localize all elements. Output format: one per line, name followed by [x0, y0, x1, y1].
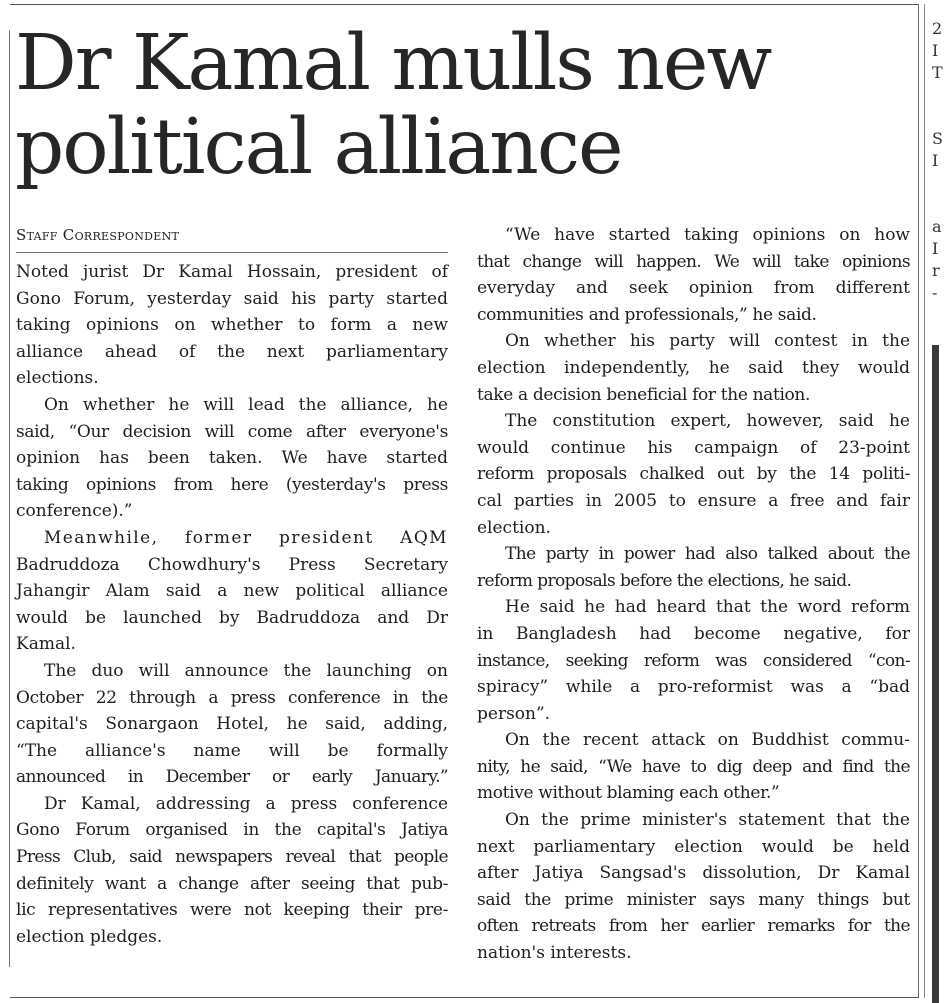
- text-line: that change will happen. We will take opinions: [477, 251, 910, 272]
- headline-line: Dr Kamal mulls new: [15, 19, 771, 108]
- text-line: “We have started taking opinions on how: [505, 225, 910, 245]
- text-line: elections.: [16, 368, 99, 389]
- text-line: opinion has been taken. We have started: [16, 448, 448, 469]
- bottom-rule: [10, 997, 918, 998]
- text-line: Gono Forum, yesterday said his party started: [16, 288, 448, 309]
- text-line: He said he had heard that the word reform: [505, 597, 910, 618]
- headline: [15, 19, 915, 192]
- text-line: after Jatiya Sangsad's dissolution, Dr Kamal: [477, 863, 910, 884]
- headline-line: political alliance: [15, 103, 622, 192]
- text-line: conference).”: [16, 501, 133, 522]
- text-line: in Bangladesh had become negative, for: [477, 623, 910, 644]
- text-line: instance, seeking reform was considered “con-: [477, 650, 910, 671]
- text-line: motive without blaming each other.”: [477, 783, 780, 804]
- text-line: would continue his campaign of 23-point: [477, 437, 910, 458]
- text-line: announced in December or early January.”: [16, 767, 448, 788]
- text-line: nation's interests.: [477, 943, 632, 964]
- text-line: On whether he will lead the alliance, he: [44, 394, 448, 415]
- text-line: often retreats from her earlier remarks for the: [477, 916, 910, 937]
- text-line: capital's Sonargaon Hotel, he said, adding,: [16, 714, 448, 735]
- text-line: alliance ahead of the next parliamentary: [16, 341, 448, 362]
- text-line: said the prime minister says many things but: [477, 889, 910, 910]
- text-line: person”.: [477, 703, 551, 724]
- text-line: Jahangir Alam said a new political alliance: [16, 581, 448, 602]
- text-line: definitely want a change after seeing that pub-: [16, 873, 448, 894]
- text-line: cal parties in 2005 to ensure a free and fair: [477, 490, 910, 511]
- text-line: Badruddoza Chowdhury's Press Secretary: [16, 554, 448, 575]
- text-line: election.: [477, 517, 551, 538]
- adjacent-dark-block: [932, 345, 939, 1003]
- text-line: election independently, he said they would: [477, 357, 910, 378]
- article-column-right: [477, 222, 910, 967]
- right-column-rule-outer: [924, 4, 925, 998]
- text-line: Kamal.: [16, 634, 76, 655]
- text-line: spiracy” while a pro-reformist was a “bad: [477, 677, 910, 698]
- text-line: nity, he said, “We have to dig deep and find the: [477, 756, 910, 777]
- byline-rule: [16, 252, 448, 253]
- byline: Staff Correspondent: [16, 226, 180, 244]
- text-line: October 22 through a press conference in the: [16, 687, 448, 708]
- text-line: communities and professionals,” he said.: [477, 304, 817, 325]
- article-column-left: [16, 259, 448, 950]
- text-line: next parliamentary election would be held: [477, 836, 910, 857]
- text-line: The constitution expert, however, said he: [505, 411, 910, 432]
- text-line: “The alliance's name will be formally: [16, 740, 448, 761]
- text-line: lic representatives were not keeping their pre-: [16, 900, 448, 921]
- right-column-rule: [918, 4, 919, 998]
- text-line: Dr Kamal, addressing a press conference: [44, 793, 448, 814]
- text-line: taking opinions from here (yesterday's press: [16, 474, 448, 495]
- text-line: On whether his party will contest in the: [505, 331, 910, 352]
- top-rule: [10, 4, 918, 5]
- text-line: take a decision beneficial for the nation.: [477, 384, 811, 405]
- text-line: everyday and seek opinion from different: [477, 278, 910, 299]
- text-line: reform proposals before the elections, he said.: [477, 570, 852, 591]
- left-column-rule: [9, 30, 10, 967]
- text-line: Noted jurist Dr Kamal Hossain, president of: [16, 262, 448, 282]
- text-line: The party in power had also talked about the: [505, 544, 910, 565]
- text-line: election pledges.: [16, 926, 163, 947]
- text-line: Meanwhile, former president AQM: [44, 527, 448, 548]
- text-line: On the recent attack on Buddhist commu-: [505, 730, 910, 751]
- adjacent-column-fragment: 2 I T S I a I r -: [932, 19, 943, 302]
- text-line: would be launched by Badruddoza and Dr: [16, 607, 448, 628]
- text-line: On the prime minister's statement that the: [505, 810, 910, 831]
- text-line: taking opinions on whether to form a new: [16, 315, 448, 336]
- text-line: Press Club, said newspapers reveal that people: [16, 847, 448, 868]
- text-line: Gono Forum organised in the capital's Jatiya: [16, 820, 448, 841]
- text-line: reform proposals chalked out by the 14 politi-: [477, 464, 910, 485]
- text-line: said, “Our decision will come after everyone's: [16, 421, 448, 442]
- text-line: The duo will announce the launching on: [44, 660, 448, 681]
